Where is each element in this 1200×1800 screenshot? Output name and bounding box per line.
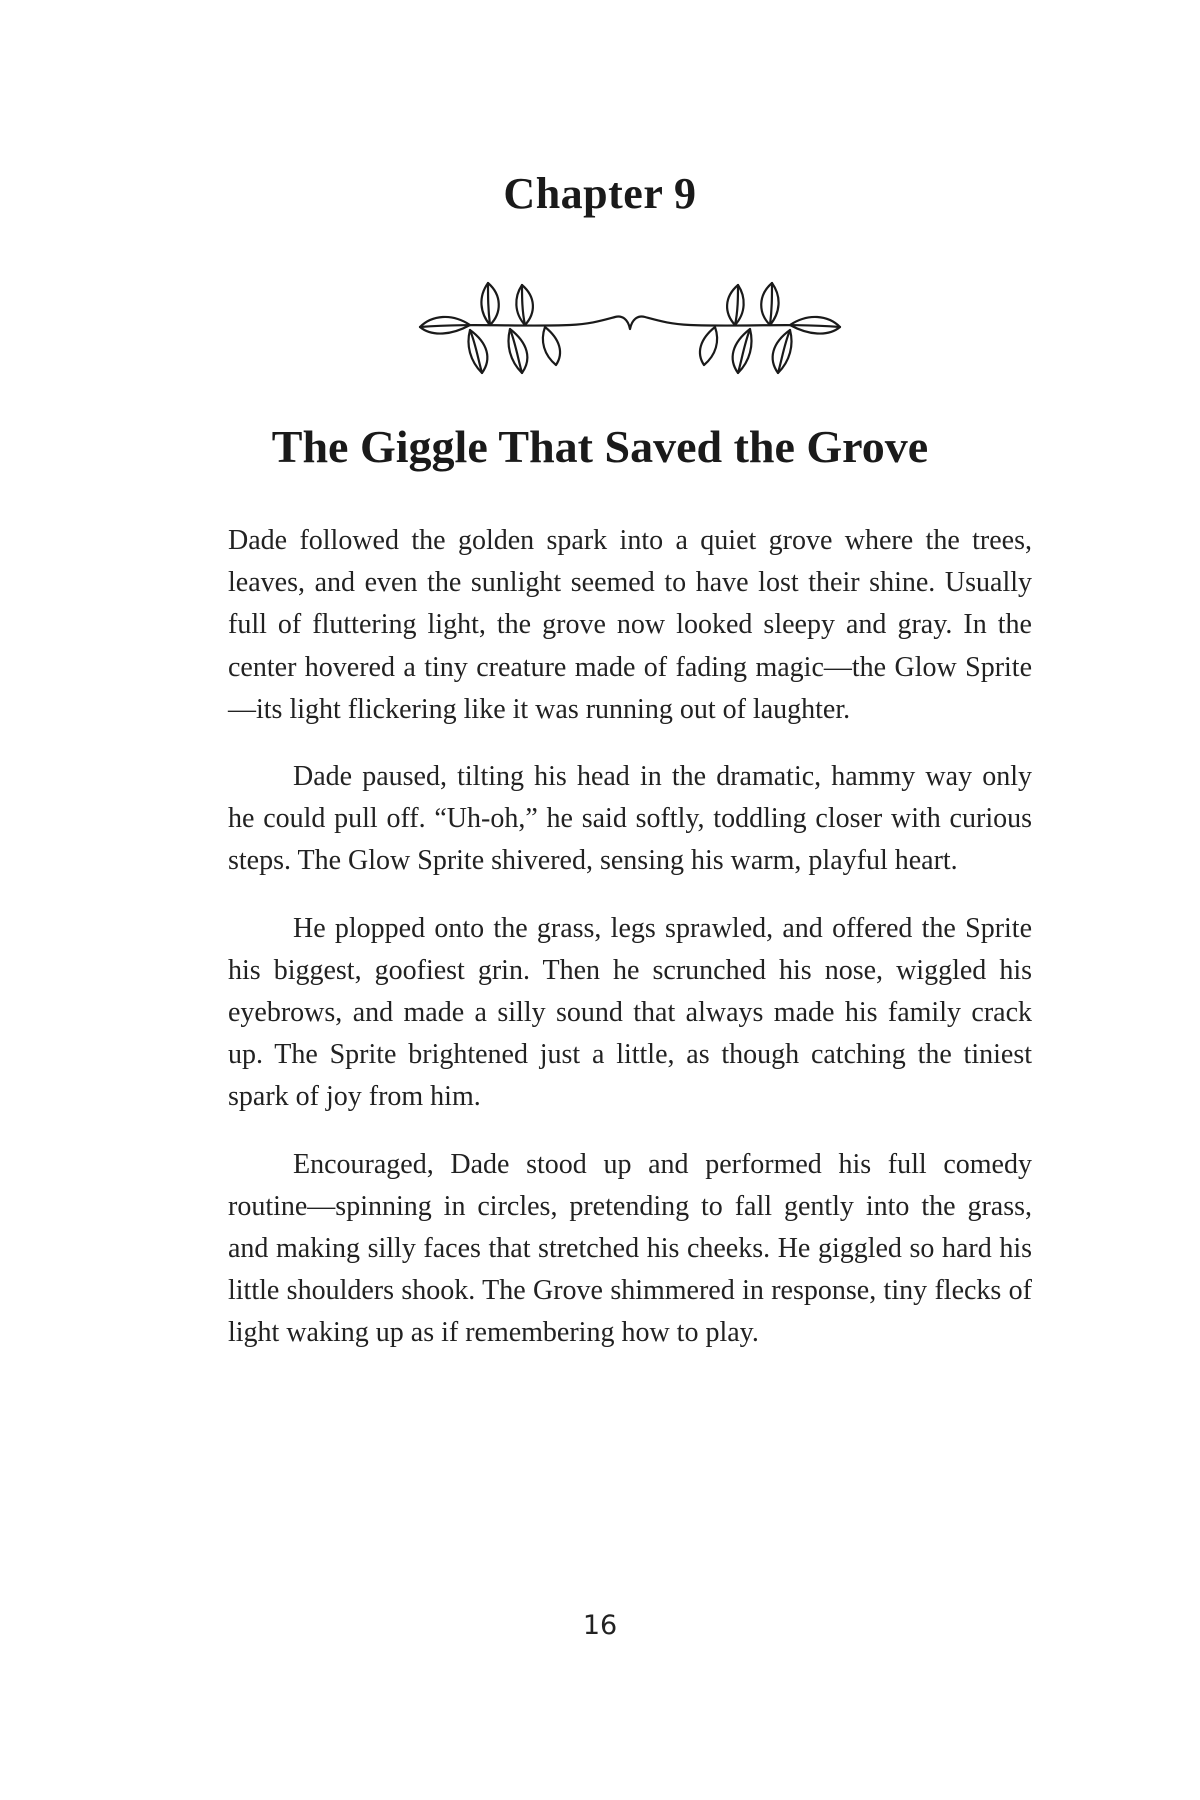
paragraph: He plopped onto the grass, legs sprawled, and offered the Sprite his biggest, goofiest grin. Then he scrunched his nose, wiggled his eyebrows, and made a silly sound that always made his family crack up. The Sprite brightened just a little, as though catching the tiniest spark of joy from him. [228,912,1032,1113]
page-number: 16 [582,1610,618,1641]
chapter-title: The Giggle That Saved the Grove [271,421,929,472]
paragraph: Dade paused, tilting his head in the dramatic, hammy way only he could pull off. “Uh-oh,” he said softly, toddling closer with curious steps. The Glow Sprite shivered, sensing his warm, playful heart. [228,761,1032,877]
chapter-body [228,520,1032,1380]
leaf-vine-flourish-icon [410,275,850,385]
paragraph: Encouraged, Dade stood up and performed his full comedy routine—spinning in circles, pretending to fall gently into the grass, and making silly faces that stretched his cheeks. He giggled so hard his little shoulders shook. The Grove shimmered in response, tiny flecks of light waking up as if remembering how to play. [228,1148,1032,1349]
chapter-number: Chapter 9 [503,169,697,218]
paragraph: Dade followed the golden spark into a quiet grove where the trees, leaves, and even the sunlight seemed to have lost their shine. Usually full of fluttering light, the grove now looked sleepy and gray. In the center hovered a tiny creature made of fading magic—the Glow Sprite—its light flickering like it was running out of laughter. [228,525,1032,725]
